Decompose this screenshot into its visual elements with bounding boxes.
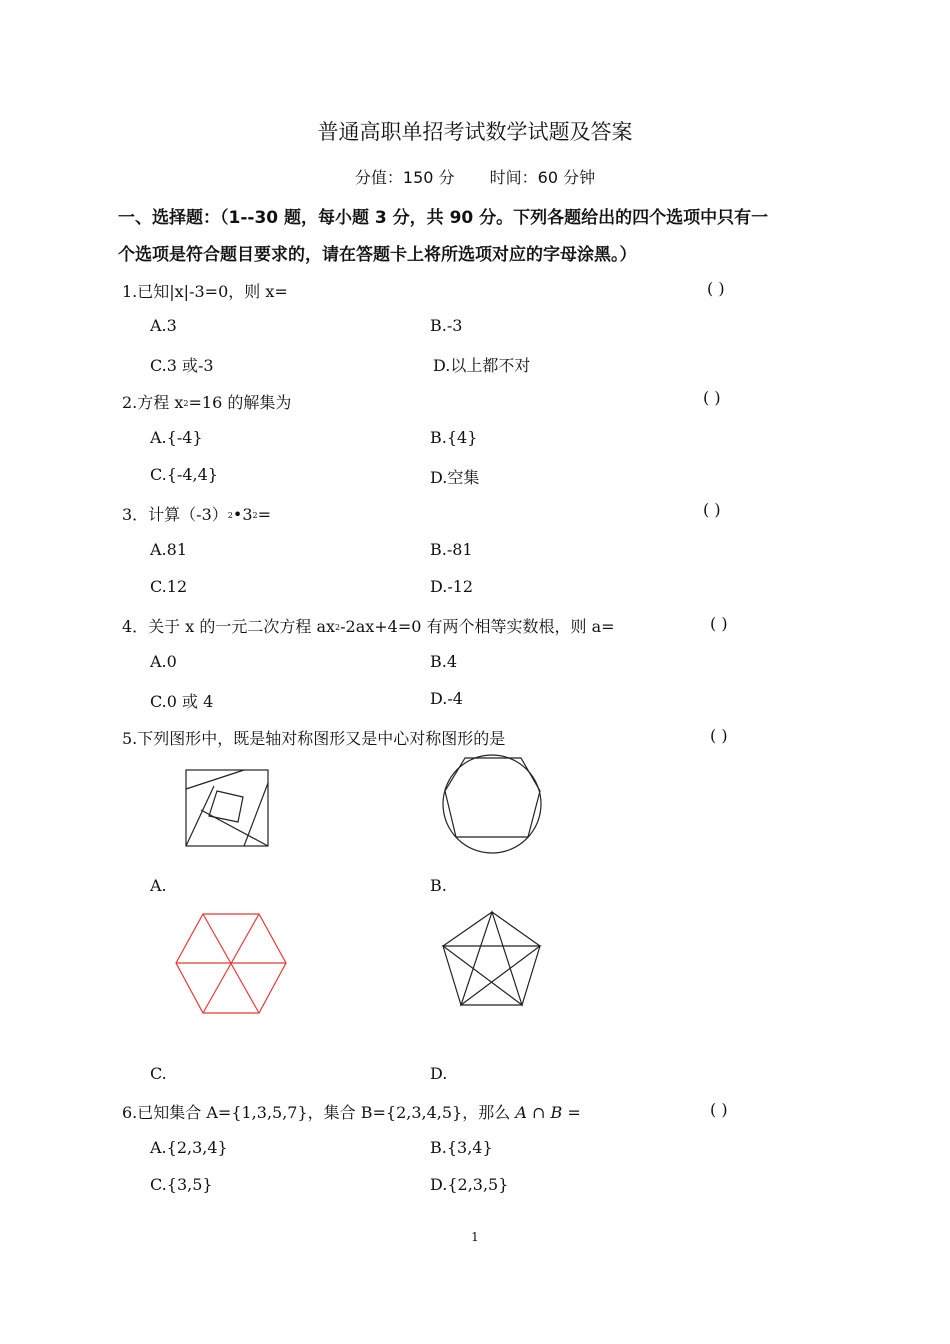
score-info: 分值：150 分	[354, 168, 455, 187]
question-6-option-b: B.{3,4}	[430, 1138, 493, 1157]
question-6-stem: 6.已知集合 A={1,3,5,7}，集合 B={2,3,4,5}，那么 A ∩ B =	[122, 1103, 581, 1122]
question-3-option-c: C.12	[150, 577, 188, 596]
question-3-answer-box: ( )	[703, 500, 721, 519]
section-instructions-line-2: 个选项是符合题目要求的，请在答题卡上将所选项对应的字母涂黑。）	[118, 245, 637, 265]
question-6-option-c: C.{3,5}	[150, 1175, 213, 1194]
question-3-option-b: B.-81	[430, 540, 473, 559]
question-4-option-d: D.-4	[430, 689, 463, 708]
exam-meta	[0, 165, 950, 188]
question-5-option-d: D.	[430, 1064, 448, 1083]
question-5-option-c: C.	[150, 1064, 167, 1083]
red-hexagon-with-diagonals-figure	[173, 911, 289, 1017]
question-5-option-a: A.	[150, 876, 167, 895]
question-6-answer-box: ( )	[710, 1100, 728, 1119]
question-5-stem: 5.下列图形中，既是轴对称图形又是中心对称图形的是	[122, 729, 506, 748]
time-info: 时间：60 分钟	[489, 168, 596, 187]
question-1-option-c: C.3 或-3	[150, 356, 214, 375]
question-4-option-c: C.0 或 4	[150, 692, 214, 711]
question-6-option-d: D.{2,3,5}	[430, 1175, 509, 1194]
question-2-option-d: D.空集	[430, 468, 480, 487]
page-title: 普通高职单招考试数学试题及答案	[317, 120, 633, 144]
question-4-option-a: A.0	[150, 652, 177, 671]
question-1-answer-box: ( )	[707, 279, 725, 298]
question-2-answer-box: ( )	[703, 388, 721, 407]
page-number: 1	[471, 1230, 479, 1244]
question-4-answer-box: ( )	[710, 614, 728, 633]
question-6-option-a: A.{2,3,4}	[150, 1138, 228, 1157]
question-3-option-d: D.-12	[430, 577, 474, 596]
question-3-stem: 3．计算$(-3)^2•3^2=$	[122, 505, 271, 524]
question-2-option-a: A.{-4}	[150, 428, 203, 447]
pentagon-with-star-figure	[439, 909, 545, 1009]
question-1-stem: 1.已知|x|-3=0，则 x=	[122, 282, 288, 301]
section-instructions-line-1: 一、选择题：（1--30 题，每小题 3 分，共 90 分。下列各题给出的四个选项中只有一	[118, 208, 769, 228]
question-5-option-b: B.	[430, 876, 447, 895]
question-1-option-d: D.以上都不对	[433, 356, 531, 375]
question-1-option-b: B.-3	[430, 316, 463, 335]
question-2-option-c: C.{-4,4}	[150, 465, 218, 484]
question-3-option-a: A.81	[150, 540, 187, 559]
square-pinwheel-figure	[180, 764, 275, 849]
question-4-option-b: B.4	[430, 652, 458, 671]
question-2-stem: 2.方程 $x^2=16$ 的解集为	[122, 393, 292, 412]
circle-with-inscribed-quadrilateral-figure	[437, 753, 547, 857]
question-2-option-b: B.{4}	[430, 428, 478, 447]
question-4-stem: 4．关于 x 的一元二次方程 $ax^2-2ax+4=0$ 有两个相等实数根，则 a=	[122, 617, 615, 636]
question-5-answer-box: ( )	[710, 726, 728, 745]
question-1-option-a: A.3	[150, 316, 177, 335]
